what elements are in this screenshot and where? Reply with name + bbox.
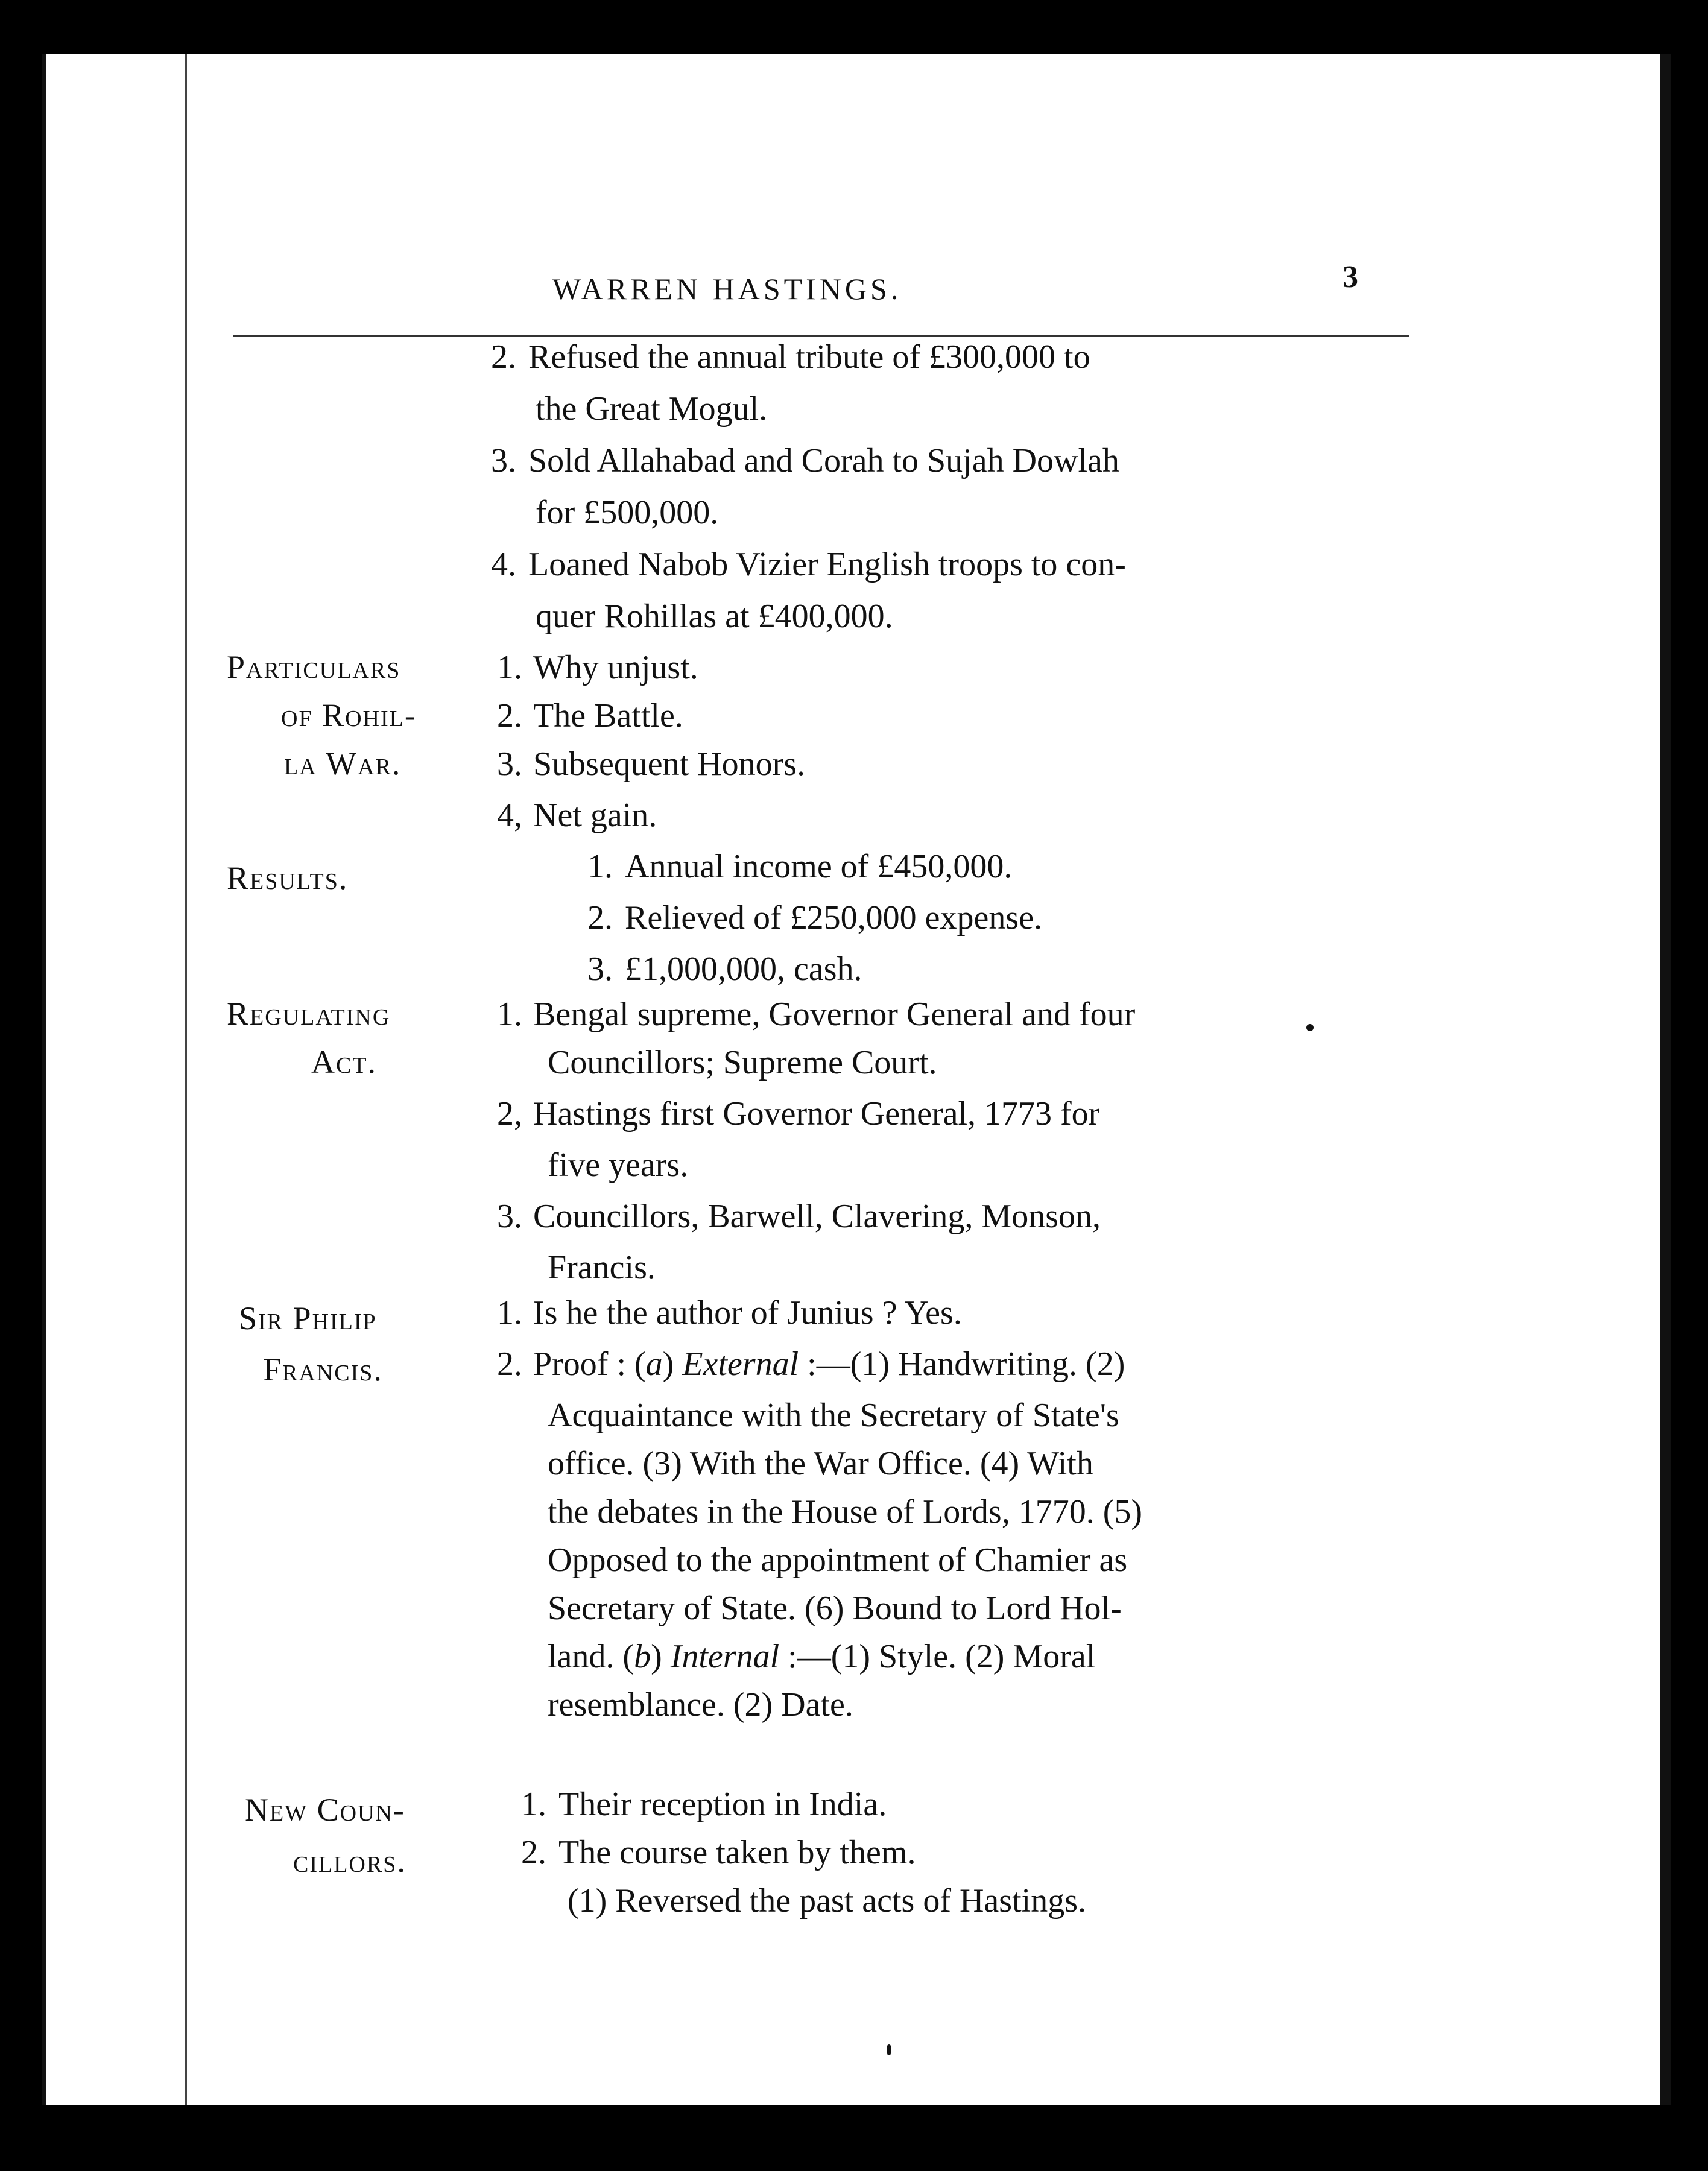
item-number: 2. — [497, 1345, 522, 1383]
item-number: 1. — [587, 848, 613, 885]
italic-run: b — [634, 1638, 651, 1675]
item-number: 4. — [491, 546, 516, 583]
side-heading-line: Regulating — [227, 996, 391, 1032]
book-page — [42, 54, 1671, 2105]
item-text: Net gain. — [533, 797, 657, 834]
item-number: 3. — [497, 745, 522, 783]
italic-run: External — [682, 1345, 799, 1383]
item-text: office. (3) With the War Office. (4) With — [548, 1445, 1093, 1482]
item-text: the Great Mogul. — [536, 390, 768, 428]
side-heading-line: Act. — [311, 1044, 378, 1080]
list-item-continuation — [46, 493, 1674, 545]
side-heading-line: Particulars — [227, 649, 401, 685]
item-number: 2. — [587, 899, 613, 937]
ink-speck — [1306, 1024, 1314, 1031]
item-text: Councillors; Supreme Court. — [548, 1044, 937, 1081]
item-text: The course taken by them. — [558, 1834, 916, 1871]
text-run: land. ( — [548, 1638, 634, 1675]
page-number: 3 — [1343, 260, 1358, 294]
item-text: £1,000,000, cash. — [625, 950, 862, 988]
text-run: :—(1) Style. (2) Moral — [779, 1638, 1096, 1675]
item-text: the debates in the House of Lords, 1770. (5) — [548, 1493, 1142, 1531]
item-number: 1. — [497, 996, 522, 1033]
item-number: 3. — [491, 442, 516, 479]
header-rule — [233, 335, 1409, 337]
item-text: Their reception in India. — [558, 1786, 887, 1823]
item-text: Loaned Nabob Vizier English troops to con- — [528, 546, 1126, 583]
list-item — [46, 441, 1674, 493]
item-text: resemblance. (2) Date. — [548, 1686, 853, 1724]
list-item — [46, 545, 1674, 597]
item-text: Opposed to the appointment of Chamier as — [548, 1541, 1128, 1579]
item-text: Sold Allahabad and Corah to Sujah Dowlah — [528, 442, 1119, 479]
text-run: ) — [662, 1345, 683, 1383]
item-text — [533, 1345, 1125, 1383]
item-number: 1. — [497, 649, 522, 686]
side-heading-line: Results. — [227, 860, 349, 896]
item-text: Acquaintance with the Secretary of State's — [548, 1397, 1119, 1434]
list-item-continuation — [46, 597, 1674, 649]
section-continued-list — [46, 338, 1674, 649]
item-text: five years. — [548, 1146, 689, 1184]
side-heading-line: la War. — [284, 745, 402, 782]
item-text: quer Rohillas at £400,000. — [536, 598, 893, 635]
item-number: 1. — [521, 1786, 546, 1823]
item-text: Refused the annual tribute of £300,000 to — [528, 338, 1090, 376]
item-text — [548, 1637, 1095, 1676]
page-header — [46, 211, 1674, 306]
item-number: 3. — [587, 950, 613, 988]
item-text: Is he the author of Junius ? Yes. — [533, 1294, 962, 1332]
item-text: Relieved of £250,000 expense. — [625, 899, 1043, 937]
item-text: Francis. — [548, 1249, 656, 1286]
side-heading-line: cillors. — [293, 1843, 406, 1879]
item-text: The Battle. — [533, 697, 683, 735]
item-text: Hastings first Governor General, 1773 for — [533, 1095, 1100, 1133]
text-run: :—(1) Handwriting. (2) — [799, 1345, 1125, 1383]
item-number: 1. — [497, 1294, 522, 1332]
italic-run: a — [645, 1345, 663, 1383]
item-text: Councillors, Barwell, Clavering, Monson, — [533, 1198, 1101, 1235]
item-text: Subsequent Honors. — [533, 745, 806, 783]
item-text: Bengal supreme, Governor General and four — [533, 996, 1136, 1033]
italic-run: Internal — [670, 1638, 780, 1675]
item-text: Why unjust. — [533, 649, 698, 686]
sub-item-text: (1) Reversed the past acts of Hastings. — [568, 1882, 1086, 1920]
item-number: 3. — [497, 1198, 522, 1235]
item-number: 2, — [497, 1095, 522, 1133]
item-text: Annual income of £450,000. — [625, 848, 1013, 885]
running-head: WARREN HASTINGS. — [552, 272, 902, 306]
text-run: Proof : ( — [533, 1345, 646, 1383]
item-text: Secretary of State. (6) Bound to Lord Hol- — [548, 1590, 1122, 1627]
side-heading-line: Sir Philip — [239, 1300, 377, 1336]
item-number: 2. — [497, 697, 522, 735]
side-heading-line: New Coun- — [245, 1792, 405, 1828]
item-number: 4, — [497, 797, 522, 834]
side-heading-line: Francis. — [263, 1351, 383, 1388]
item-text: for £500,000. — [536, 494, 719, 531]
item-number: 2. — [521, 1834, 546, 1871]
list-item — [46, 338, 1674, 390]
item-number: 2. — [491, 338, 516, 376]
side-heading-line: of Rohil- — [281, 697, 417, 733]
ink-speck — [887, 2044, 891, 2055]
text-run: ) — [651, 1638, 671, 1675]
list-item-continuation — [46, 390, 1674, 441]
